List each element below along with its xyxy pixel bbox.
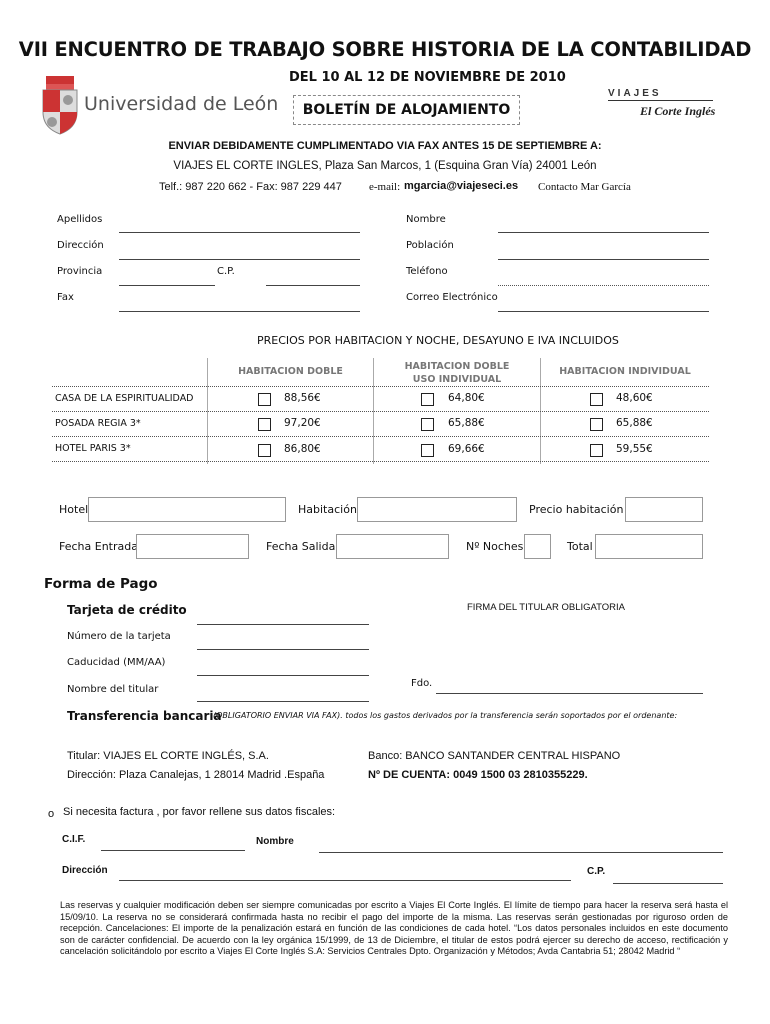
habitacion-label: Habitación bbox=[298, 503, 357, 516]
habitacion-input[interactable] bbox=[357, 497, 517, 522]
send-instruction: ENVIAR DEBIDAMENTE CUMPLIMENTADO VIA FAX ANTES 15 DE SEPTIEMBRE A: bbox=[168, 140, 602, 152]
telefono-label: Teléfono bbox=[406, 266, 448, 277]
caducidad-label: Caducidad (MM/AA) bbox=[67, 657, 166, 668]
price-individual: 65,88€ bbox=[616, 417, 653, 429]
hotel-input[interactable] bbox=[88, 497, 286, 522]
precio-label: Precio habitación bbox=[529, 503, 624, 516]
table-rule bbox=[52, 436, 709, 437]
page-title: VII ENCUENTRO DE TRABAJO SOBRE HISTORIA DE LA CONTABILIDAD bbox=[18, 38, 752, 61]
nombre-label: Nombre bbox=[406, 214, 446, 225]
checkbox-doble[interactable] bbox=[258, 393, 271, 406]
total-label: Total bbox=[567, 540, 593, 553]
bank-address: Dirección: Plaza Canalejas, 1 28014 Madrid .España bbox=[67, 769, 325, 781]
col-header-individual: HABITACION INDIVIDUAL bbox=[559, 366, 691, 377]
noches-input[interactable] bbox=[524, 534, 551, 559]
price-doble: 88,56€ bbox=[284, 392, 321, 404]
telefono-field[interactable] bbox=[498, 285, 709, 286]
invoice-nombre-field[interactable] bbox=[319, 852, 723, 853]
numero-tarjeta-label: Número de la tarjeta bbox=[67, 631, 171, 642]
cif-label: C.I.F. bbox=[62, 834, 86, 845]
invoice-cp-label: C.P. bbox=[587, 866, 606, 877]
form-name: BOLETÍN DE ALOJAMIENTO bbox=[293, 95, 520, 125]
price-individual: 48,60€ bbox=[616, 392, 653, 404]
prices-heading: PRECIOS POR HABITACION Y NOCHE, DESAYUNO E IVA INCLUIDOS bbox=[257, 334, 619, 347]
price-doble-ind: 65,88€ bbox=[448, 417, 485, 429]
cif-field[interactable] bbox=[101, 850, 245, 851]
agency-address: VIAJES EL CORTE INGLES, Plaza San Marcos, 1 (Esquina Gran Vía) 24001 León bbox=[173, 160, 597, 172]
fecha-entrada-input[interactable] bbox=[136, 534, 249, 559]
firma-label: FIRMA DEL TITULAR OBLIGATORIA bbox=[467, 602, 626, 613]
legal-text: Las reservas y cualquier modificación deben ser siempre comunicadas por escrito a Viajes El Corte Inglés. El límite de tiempo para hacer la reserva será hasta el 15/09/10. La reserva no se considerará confirmada hasta no recibir el pago del importe de la misma. Las reservas serán gestionadas por riguroso orden de recepción. Cancelaciones: El importe de la penalización estará en función de las condiciones de cada hotel. “Los datos personales incluidos en este documento son de carácter confidencial. De acuerdo con la ley orgánica 15/1999, de 13 de Diciembre, el titular de estos podrá ejercer su derecho de acceso, rectificación y cancelación solicitándolo por escrito a Viajes El Corte Inglés S.A: Servicios Centrales Dpto. Organización y Métodos; Avda Cantabria 51; 28042 Madrid “ bbox=[60, 900, 728, 957]
correo-label: Correo Electrónico bbox=[406, 292, 498, 303]
caducidad-field[interactable] bbox=[197, 675, 369, 676]
titular-field[interactable] bbox=[197, 701, 369, 702]
invoice-cp-field[interactable] bbox=[613, 883, 723, 884]
nombre-field[interactable] bbox=[498, 232, 709, 233]
price-doble: 97,20€ bbox=[284, 417, 321, 429]
poblacion-label: Población bbox=[406, 240, 454, 251]
checkbox-doble-ind[interactable] bbox=[421, 418, 434, 431]
correo-field[interactable] bbox=[498, 311, 709, 312]
contact-person: Contacto Mar García bbox=[538, 181, 631, 193]
hotel-name: HOTEL PARIS 3* bbox=[55, 443, 131, 454]
checkbox-individual[interactable] bbox=[590, 444, 603, 457]
col-header-doble-ind-1: HABITACION DOBLE bbox=[404, 361, 510, 372]
fax-field[interactable] bbox=[119, 311, 360, 312]
transferencia-heading: Transferencia bancaria bbox=[67, 709, 222, 723]
checkbox-doble-ind[interactable] bbox=[421, 393, 434, 406]
payment-heading: Forma de Pago bbox=[44, 576, 158, 592]
provincia-field[interactable] bbox=[119, 285, 215, 286]
invoice-direccion-label: Dirección bbox=[62, 865, 108, 876]
invoice-prompt: Si necesita factura , por favor rellene sus datos fiscales: bbox=[63, 806, 336, 818]
agency-phones: Telf.: 987 220 662 - Fax: 987 229 447 bbox=[159, 181, 342, 193]
fecha-entrada-label: Fecha Entrada bbox=[59, 540, 138, 553]
checkbox-individual[interactable] bbox=[590, 393, 603, 406]
email-label: e-mail: bbox=[369, 181, 401, 193]
bank-name: Banco: BANCO SANTANDER CENTRAL HISPANO bbox=[368, 750, 621, 762]
university-shield-icon bbox=[40, 76, 80, 136]
bank-account: Nº DE CUENTA: 0049 1500 03 2810355229. bbox=[368, 769, 588, 781]
cp-label: C.P. bbox=[217, 266, 235, 277]
event-dates: DEL 10 AL 12 DE NOVIEMBRE DE 2010 bbox=[289, 70, 566, 85]
total-input[interactable] bbox=[595, 534, 703, 559]
apellidos-field[interactable] bbox=[119, 232, 360, 233]
price-doble-ind: 64,80€ bbox=[448, 392, 485, 404]
hotel-name: CASA DE LA ESPIRITUALIDAD bbox=[55, 393, 194, 404]
invoice-bullet-icon[interactable]: o bbox=[48, 808, 55, 820]
transferencia-note: (OBLIGATORIO ENVIAR VIA FAX). todos los gastos derivados por la transferencia serán soportados por el ordenante: bbox=[213, 711, 678, 720]
numero-tarjeta-field[interactable] bbox=[197, 649, 369, 650]
cp-field[interactable] bbox=[266, 285, 360, 286]
agency-word: VIAJES bbox=[608, 88, 662, 99]
checkbox-doble[interactable] bbox=[258, 444, 271, 457]
poblacion-field[interactable] bbox=[498, 259, 709, 260]
fdo-label: Fdo. bbox=[411, 678, 433, 689]
invoice-direccion-field[interactable] bbox=[119, 880, 571, 881]
fecha-salida-label: Fecha Salida bbox=[266, 540, 336, 553]
provincia-label: Provincia bbox=[57, 266, 103, 277]
precio-input[interactable] bbox=[625, 497, 703, 522]
hotel-label: Hotel bbox=[59, 503, 89, 516]
col-header-doble-ind-2: USO INDIVIDUAL bbox=[412, 374, 502, 385]
fecha-salida-input[interactable] bbox=[336, 534, 449, 559]
fax-label: Fax bbox=[57, 292, 74, 303]
tarjeta-heading: Tarjeta de crédito bbox=[67, 603, 187, 617]
firma-field[interactable] bbox=[436, 693, 703, 694]
table-rule bbox=[52, 461, 709, 462]
email-link[interactable]: mgarcia@viajeseci.es bbox=[404, 180, 519, 192]
checkbox-individual[interactable] bbox=[590, 418, 603, 431]
price-doble: 86,80€ bbox=[284, 443, 321, 455]
agency-brand: El Corte Inglés bbox=[640, 104, 716, 118]
direccion-field[interactable] bbox=[119, 259, 360, 260]
table-rule bbox=[52, 386, 709, 387]
col-header-doble: HABITACION DOBLE bbox=[238, 366, 343, 377]
noches-label: Nº Noches bbox=[466, 540, 524, 553]
checkbox-doble-ind[interactable] bbox=[421, 444, 434, 457]
agency-divider bbox=[608, 100, 713, 101]
invoice-nombre-label: Nombre bbox=[256, 836, 294, 847]
university-name: Universidad de León bbox=[84, 93, 279, 115]
tarjeta-line[interactable] bbox=[197, 624, 369, 625]
price-doble-ind: 69,66€ bbox=[448, 443, 485, 455]
price-individual: 59,55€ bbox=[616, 443, 653, 455]
checkbox-doble[interactable] bbox=[258, 418, 271, 431]
bank-holder: Titular: VIAJES EL CORTE INGLÉS, S.A. bbox=[67, 750, 269, 762]
titular-label: Nombre del titular bbox=[67, 684, 159, 695]
hotel-name: POSADA REGIA 3* bbox=[55, 418, 141, 429]
direccion-label: Dirección bbox=[57, 240, 104, 251]
table-rule bbox=[52, 411, 709, 412]
apellidos-label: Apellidos bbox=[57, 214, 103, 225]
